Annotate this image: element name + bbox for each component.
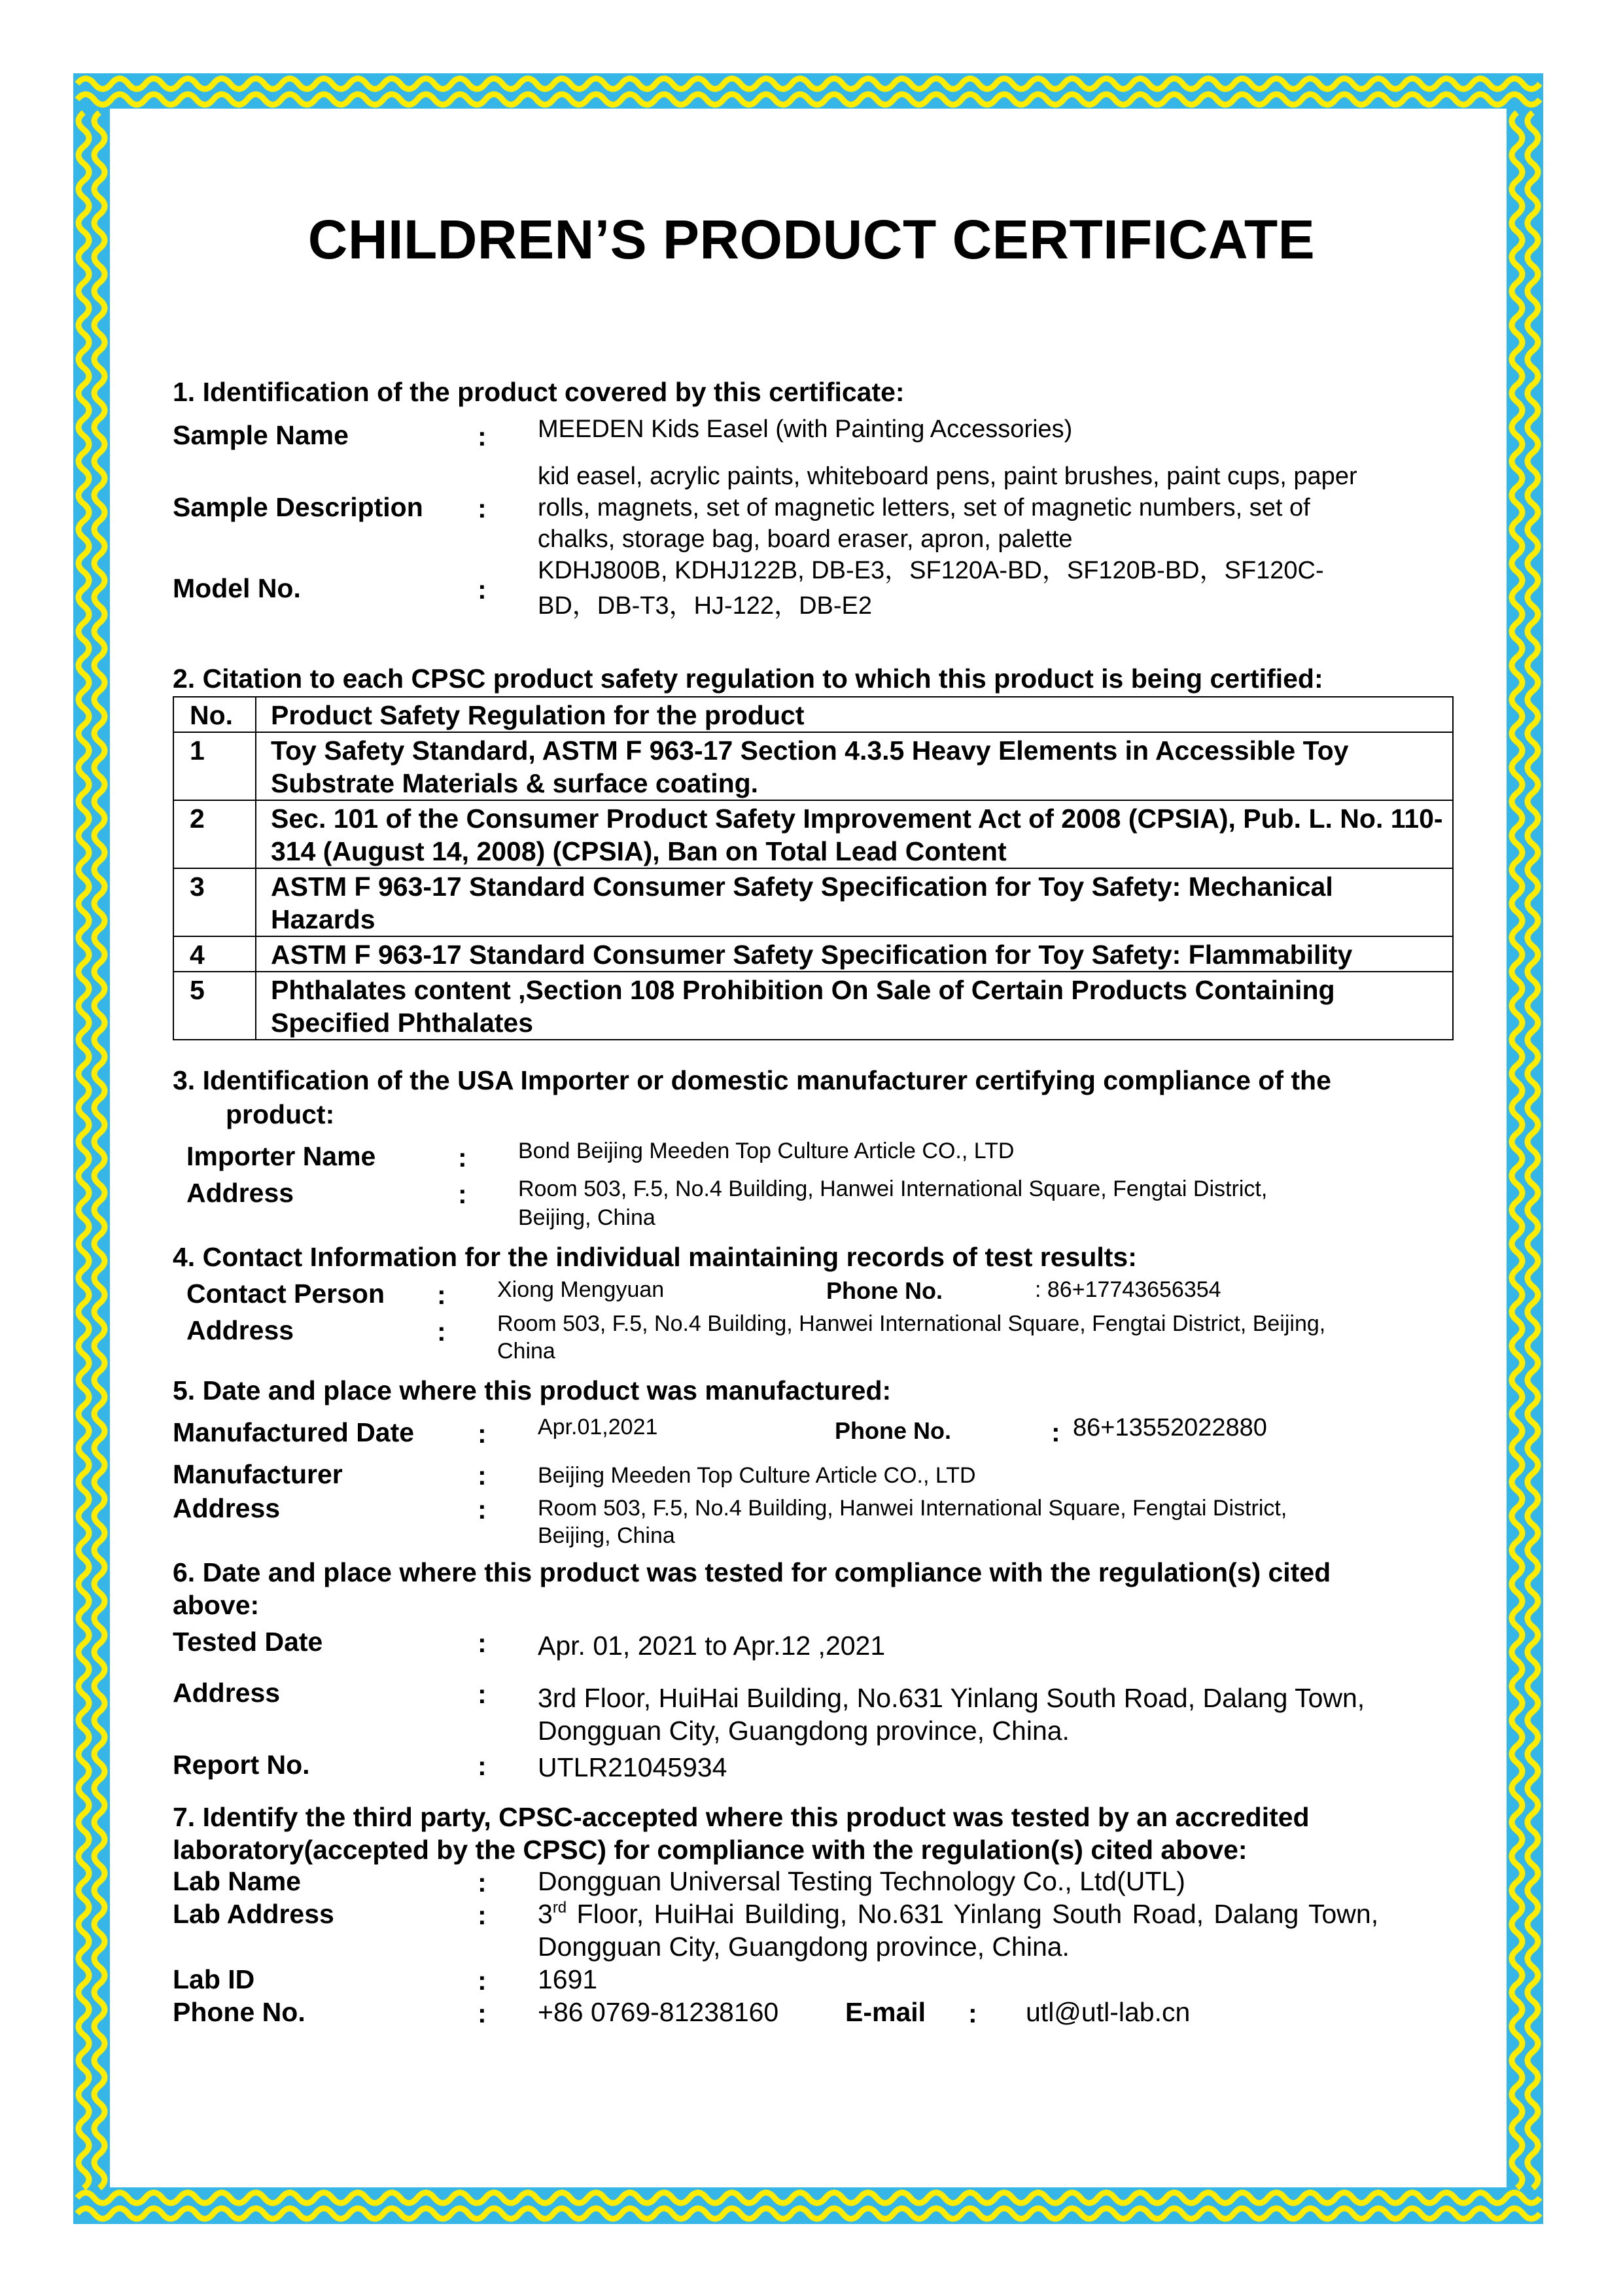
colon: :	[478, 1460, 487, 1491]
contact-address-line: Room 503, F.5, No.4 Building, Hanwei International Square, Fengtai District, Beijing,	[497, 1311, 1326, 1336]
colon: :	[458, 1142, 467, 1173]
colon: :	[478, 421, 487, 451]
lab-name-label: Lab Name	[173, 1866, 301, 1896]
lab-phone-value: +86 0769-81238160	[538, 1997, 779, 2027]
row-number: 5	[173, 972, 256, 1040]
lab-phone-label: Phone No.	[173, 1997, 305, 2027]
contact-person-label: Contact Person	[186, 1279, 385, 1309]
section-3-heading: 3. Identification of the USA Importer or domestic manufacturer certifying compliance of the	[173, 1065, 1331, 1095]
manufacturer-label: Manufacturer	[173, 1459, 343, 1489]
colon: :	[458, 1179, 467, 1209]
colon: :	[437, 1316, 446, 1347]
manufacturer-value: Beijing Meeden Top Culture Article CO., LTD	[538, 1463, 976, 1488]
manufacturer-address-label: Address	[173, 1493, 281, 1523]
lab-id-label: Lab ID	[173, 1964, 255, 1994]
sample-description-line: chalks, storage bag, board eraser, apron, palette	[538, 525, 1073, 553]
section-6-heading: 6. Date and place where this product was tested for compliance with the regulation(s) cited	[173, 1557, 1331, 1587]
section-2-heading: 2. Citation to each CPSC product safety regulation to which this product is being certified:	[173, 663, 1323, 694]
certificate-title: CHILDREN’S PRODUCT CERTIFICATE	[307, 209, 1316, 270]
row-number: 2	[173, 800, 256, 868]
importer-address-line: Room 503, F.5, No.4 Building, Hanwei International Square, Fengtai District,	[518, 1176, 1268, 1201]
table-row	[173, 800, 1453, 868]
colon: :	[478, 574, 487, 605]
column-header-no: No.	[173, 697, 256, 732]
sample-description-line: kid easel, acrylic paints, whiteboard pens, paint brushes, paint cups, paper	[538, 463, 1357, 490]
colon: :	[478, 1998, 487, 2028]
model-no-line: KDHJ800B, KDHJ122B, DB-E3，SF120A-BD，SF120B-BD，SF120C-	[538, 557, 1324, 584]
contact-person-value: Xiong Mengyuan	[497, 1277, 665, 1302]
lab-email-label: E-mail	[845, 1997, 926, 2027]
contact-address-label: Address	[186, 1315, 294, 1345]
colon: :	[478, 1751, 487, 1781]
sample-name-label: Sample Name	[173, 420, 349, 450]
lab-id-value: 1691	[538, 1964, 598, 1994]
lab-address-rest: Floor, HuiHai Building, No.631 Yinlang South Road, Dalang Town,	[567, 1899, 1379, 1929]
manufacturer-address-line: Room 503, F.5, No.4 Building, Hanwei International Square, Fengtai District,	[538, 1496, 1287, 1521]
colon: :	[478, 1900, 487, 1930]
manufacturer-address-line: Beijing, China	[538, 1523, 675, 1548]
report-no-value: UTLR21045934	[538, 1752, 727, 1782]
lab-address-line	[538, 1898, 1378, 1930]
tested-date-value: Apr. 01, 2021 to Apr.12 ,2021	[538, 1631, 886, 1661]
colon: :	[478, 1494, 487, 1525]
section-3-heading-cont: product:	[226, 1099, 335, 1129]
row-regulation: Phthalates content ,Section 108 Prohibition On Sale of Certain Products Containing Specified Phthalates	[256, 972, 1453, 1040]
lab-address-floor-number: 3	[538, 1899, 553, 1929]
lab-address-line: Dongguan City, Guangdong province, China.	[538, 1932, 1070, 1962]
row-regulation: Toy Safety Standard, ASTM F 963-17 Section 4.3.5 Heavy Elements in Accessible Toy Substrate Materials & surface coating.	[256, 732, 1453, 800]
section-7-heading: 7. Identify the third party, CPSC-accepted where this product was tested by an accredited	[173, 1802, 1310, 1832]
row-number: 3	[173, 868, 256, 936]
table-row	[173, 972, 1453, 1040]
manufacturer-phone-value: 86+13552022880	[1073, 1414, 1267, 1441]
importer-name-label: Importer Name	[186, 1141, 376, 1171]
row-regulation: Sec. 101 of the Consumer Product Safety Improvement Act of 2008 (CPSIA), Pub. L. No. 110-314 (August 14, 2008) (CPSIA), Ban on Total Lead Content	[256, 800, 1453, 868]
importer-address-label: Address	[186, 1178, 294, 1208]
test-address-line: 3rd Floor, HuiHai Building, No.631 Yinlang South Road, Dalang Town,	[538, 1683, 1365, 1713]
section-6-heading-cont: above:	[173, 1590, 260, 1620]
colon: :	[437, 1280, 446, 1310]
section-4-heading: 4. Contact Information for the individual maintaining records of test results:	[173, 1242, 1137, 1272]
model-no-label: Model No.	[173, 573, 301, 603]
test-address-label: Address	[173, 1678, 281, 1708]
report-no-label: Report No.	[173, 1750, 310, 1780]
importer-name-value: Bond Beijing Meeden Top Culture Article CO., LTD	[518, 1139, 1015, 1163]
row-number: 4	[173, 936, 256, 972]
lab-email-value: utl@utl-lab.cn	[1026, 1997, 1191, 2027]
colon: :	[968, 1998, 977, 2028]
colon: :	[478, 1966, 487, 1996]
sample-description-line: rolls, magnets, set of magnetic letters, set of magnetic numbers, set of	[538, 494, 1310, 521]
row-regulation: ASTM F 963-17 Standard Consumer Safety Specification for Toy Safety: Flammability	[256, 936, 1453, 972]
tested-date-label: Tested Date	[173, 1627, 323, 1657]
model-no-line: BD，DB-T3，HJ-122，DB-E2	[538, 592, 872, 620]
colon: :	[478, 1679, 487, 1709]
section-7-heading-cont: laboratory(accepted by the CPSC) for compliance with the regulation(s) cited above:	[173, 1835, 1248, 1865]
manufacturer-phone-label: Phone No.	[835, 1417, 951, 1444]
regulation-table	[173, 696, 1454, 1040]
sample-description-label: Sample Description	[173, 492, 423, 522]
importer-address-line: Beijing, China	[518, 1205, 655, 1230]
row-regulation: ASTM F 963-17 Standard Consumer Safety Specification for Toy Safety: Mechanical Hazards	[256, 868, 1453, 936]
lab-address-label: Lab Address	[173, 1899, 334, 1929]
sample-name-value: MEEDEN Kids Easel (with Painting Accessories)	[538, 415, 1073, 443]
section-1-heading: 1. Identification of the product covered by this certificate:	[173, 377, 905, 407]
lab-address-ordinal: rd	[552, 1899, 567, 1916]
contact-address-line: China	[497, 1339, 555, 1364]
colon: :	[478, 1419, 487, 1449]
table-row	[173, 936, 1453, 972]
colon: :	[478, 1867, 487, 1898]
manufactured-date-value: Apr.01,2021	[538, 1415, 658, 1439]
colon: :	[478, 493, 487, 523]
table-row	[173, 868, 1453, 936]
column-header-regulation: Product Safety Regulation for the product	[256, 697, 1453, 732]
test-address-line: Dongguan City, Guangdong province, China.	[538, 1716, 1070, 1746]
colon: :	[478, 1628, 487, 1658]
contact-phone-value: : 86+17743656354	[1035, 1277, 1221, 1302]
colon: :	[1051, 1417, 1060, 1447]
row-number: 1	[173, 732, 256, 800]
manufactured-date-label: Manufactured Date	[173, 1417, 415, 1447]
contact-phone-label: Phone No.	[826, 1277, 943, 1304]
table-row	[173, 732, 1453, 800]
section-5-heading: 5. Date and place where this product was manufactured:	[173, 1375, 892, 1405]
lab-name-value: Dongguan Universal Testing Technology Co., Ltd(UTL)	[538, 1866, 1185, 1896]
table-header-row	[173, 697, 1453, 732]
